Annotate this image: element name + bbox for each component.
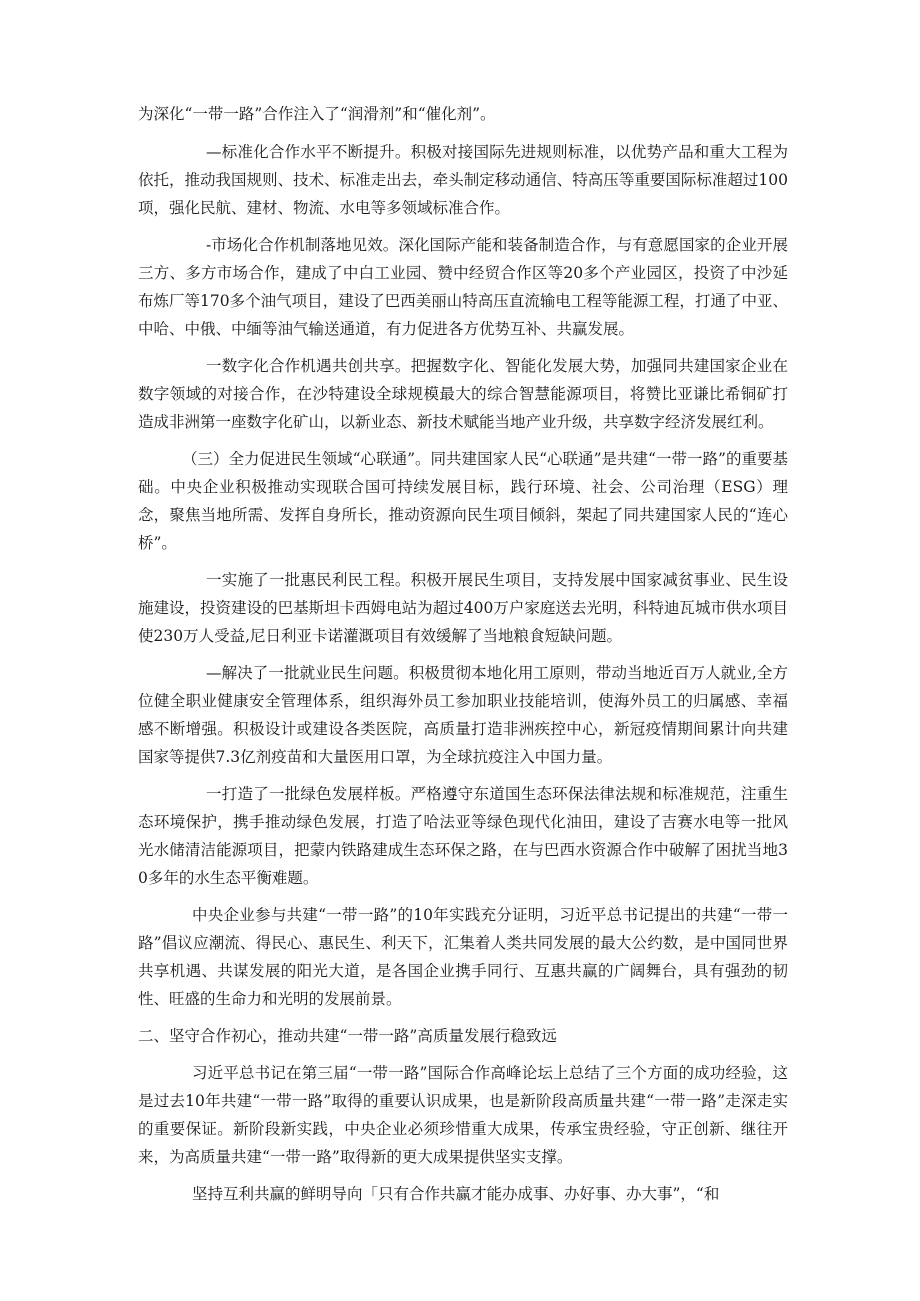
chapter-heading-two: 二、坚守合作初心，推动共建“一带一路”高质量发展行稳致远 <box>138 1027 557 1045</box>
paragraph-mutual-benefit: 坚持互利共赢的鲜明导向「只有合作共赢才能办成事、办好事、办大事”，“和 <box>192 1185 720 1203</box>
paragraph-green-development: 一打造了一批绿色发展样板。严格遵守东道国生态环保法律法规和标准规范，注重生态环境保护，携手推动绿色发展，打造了哈法亚等绿色现代化油田，建设了吉赛水电等一批风光水储清洁能源项目，把蒙内铁路建成生态环保之路，在与巴西水资源合作中破解了困扰当地30多年的水生态平衡难题。 <box>138 785 788 887</box>
paragraph-digital-cooperation: 一数字化合作机遇共创共享。把握数字化、智能化发展大势，加强同共建国家企业在数字领域的对接合作，在沙特建设全球规模最大的综合智慧能源项目，将赞比亚谦比希铜矿打造成非洲第一座数字化矿山，以新业态、新技术赋能当地产业升级，共享数字经济发展红利。 <box>138 357 788 431</box>
paragraph-continuation: 为深化“一带一路”合作注入了“润滑剂”和“催化剂”。 <box>138 105 496 123</box>
document-page <box>138 100 788 1217</box>
paragraph-three-experiences: 习近平总书记在第三届“一带一路”国际合作高峰论坛上总结了三个方面的成功经验，这是过去10年共建“一带一路”取得的重要认识成果，也是新阶段高质量共建“一带一路”走深走实的重要保证。新阶段新实践，中央企业必须珍惜重大成果，传承宝贵经验，守正创新、继往开来，为高质量共建“一带一路”取得新的更大成果提供坚实支撑。 <box>138 1064 788 1166</box>
paragraph-standardization: —标准化合作水平不断提升。积极对接国际先进规则标准，以优势产品和重大工程为依托，推动我国规则、技术、标准走出去，牵头制定移动通信、特高压等重要国际标准超过100项，强化民航、建材、物流、水电等多领域标准合作。 <box>138 143 788 217</box>
paragraph-market-cooperation: -市场化合作机制落地见效。深化国际产能和装备制造合作，与有意愿国家的企业开展三方、多方市场合作，建成了中白工业园、赞中经贸合作区等20多个产业园区，投资了中沙延布炼厂等170多个油气项目，建设了巴西美丽山特高压直流输电工程等能源工程，打通了中亚、中哈、中俄、中缅等油气输送通道，有力促进各方优势互补、共赢发展。 <box>138 236 788 338</box>
paragraph-ten-year-practice: 中央企业参与共建“一带一路”的10年实践充分证明，习近平总书记提出的共建“一带一路”倡议应潮流、得民心、惠民生、利天下，汇集着人类共同发展的最大公约数，是中国同世界共享机遇、共谋发展的阳光大道，是各国企业携手同行、互惠共赢的广阔舞台，具有强劲的韧性、旺盛的生命力和光明的发展前景。 <box>138 906 788 1008</box>
section-heading-people-connectivity: （三）全力促进民生领域“心联通”。同共建国家人民“心联通”是共建“一带一路”的重要基础。中央企业积极推动实现联合国可持续发展目标，践行环境、社会、公司治理（ESG）理念，聚焦当地所需、发挥自身所长，推动资源向民生项目倾斜，架起了同共建国家人民的“连心桥”。 <box>138 450 788 552</box>
paragraph-livelihood-projects: 一实施了一批惠民利民工程。积极开展民生项目，支持发展中国家减贫事业、民生设施建设，投资建设的巴基斯坦卡西姆电站为超过400万户家庭送去光明，科特迪瓦城市供水项目使230万人受益,尼日利亚卡诺灌溉项目有效缓解了当地粮食短缺问题。 <box>138 571 788 645</box>
paragraph-employment: —解决了一批就业民生问题。积极贯彻本地化用工原则，带动当地近百万人就业,全方位健全职业健康安全管理体系，组织海外员工参加职业技能培训，使海外员工的归属感、幸福感不断增强。积极设计或建设各类医院，高质量打造非洲疾控中心，新冠疫情期间累计向共建国家等提供7.3亿剂疫苗和大量医用口罩，为全球抗疫注入中国力量。 <box>138 664 788 766</box>
